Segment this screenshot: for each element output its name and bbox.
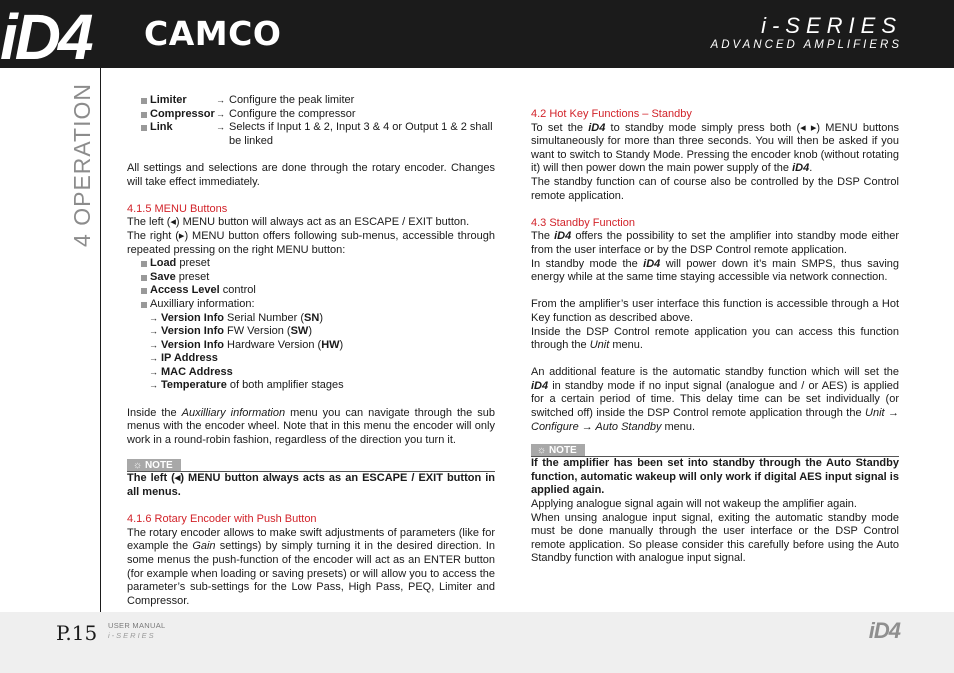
margin-rule [100,68,101,673]
footer-manual-label: USER MANUAL [108,621,166,630]
paragraph: The left (◂) MENU button will always act as an ESCAPE / EXIT button. [127,216,470,229]
menu-row: Link → Selects if Input 1 & 2, Input 3 & 4 or Output 1 & 2 shall be linked [127,121,495,148]
sub-list-item: → MAC Address [127,366,495,380]
sub-list-item: → Version Info Serial Number (SN) [127,312,495,326]
section-heading: 4.1.6 Rotary Encoder with Push Button [127,513,317,526]
section-heading: 4.3 Standby Function [531,216,635,229]
series-subtitle: ADVANCED AMPLIFIERS [710,39,902,51]
note-badge: ☼ NOTE [531,444,585,456]
sub-list-item: → Version Info Hardware Version (HW) [127,339,495,353]
paragraph: In standby mode the iD4 will power down it’s main SMPS, thus saving energy while at the same time staying accessible via network connection. [531,257,900,284]
chapter-label-text: 4 OPERATION [69,83,96,247]
settings-paragraph: All settings and selections are done through the rotary encoder. Changes will take effect immediately. [127,161,495,188]
paragraph: Inside the DSP Control remote application you can access this function through the Unit menu. [531,325,899,352]
page-number: P.15 [56,621,98,645]
note-text: The left (◂) MENU button always acts as an ESCAPE / EXIT button in all menus. [127,472,495,499]
aux-paragraph: Inside the Auxilliary information menu you can navigate through the sub menus with the encoder wheel. Note that in this menu the encoder will only work in a round-robin fashion, regardless of the direction you turn it. [127,406,496,446]
list-item: Load preset [127,257,495,271]
sub-list-item: → Version Info FW Version (SW) [127,325,495,339]
section-heading: 4.2 Hot Key Functions – Standby [531,108,692,120]
note-badge: ☼ NOTE [127,459,181,471]
right-column [531,108,899,566]
lightbulb-icon: ☼ [537,445,549,457]
paragraph: The iD4 offers the possibility to set the amplifier into standby mode either from the user interface or by the DSP Control remote application. [531,230,899,256]
footer-model-logo: iD4 [868,618,900,643]
section-heading: 4.1.5 MENU Buttons [127,202,228,215]
paragraph: The right (▸) MENU button offers following sub-menus, accessible through repeated pressing on the right MENU button: [127,229,495,256]
header-bar [0,0,954,73]
paragraph: Applying analogue signal again will not wakeup the amplifier again. [531,498,857,511]
paragraph: To set the iD4 to standby mode simply press both (◂ ▸) MENU buttons simultaneously for more than three seconds. You will then be asked if you want to switch to Standy Mode. Pressing the encoder knob (without rotating it) will then power down the main power supply of the iD4. [531,121,899,175]
brand-logo: CAMCO [144,14,282,53]
series-title: i-SERIES [761,13,902,38]
list-item: Auxilliary information: [127,298,495,312]
paragraph: When unsing analogue input signal, exiting the automatic standby mode must be done manually through the user interface or the DSP Control remote application. So please consider this carefully before using the Auto Standby function with analogue input signal. [531,511,899,565]
note-text: If the amplifier has been set into standby through the Auto Standby function, automatic wakeup will only work if digital AES input signal is applied again. [531,457,899,497]
list-item: Save preset [127,271,495,285]
sub-list-item: → Temperature of both amplifier stages [127,379,495,393]
sub-list-item: → IP Address [127,352,495,366]
chapter-label [68,83,98,247]
list-item: Access Level control [127,284,495,298]
note-header [127,459,495,472]
menu-row: Limiter → Configure the peak limiter [127,94,495,108]
paragraph: The rotary encoder allows to make swift adjustments of parameters (like for example the Gain settings) by simply turning it in the desired direction. In some menus the push-function of the encoder will act as an ENTER button (for example when loading or saving presets) or will allow you to access the parameter’s sub-settings for the Low Pass, High Pass, PEQ, Limiter and Compressor. [127,526,495,607]
lightbulb-icon: ☼ [133,460,145,472]
footer-series-label: i-SERIES [108,631,156,640]
paragraph: An additional feature is the automatic standby function which will set the iD4 in standby mode if no input signal (analogue and / or AES) is applied for a certain period of time. This delay time can be set individually (or switched off) inside the DSP Control remote application through the Unit → Configure → Auto Standby menu. [531,366,899,433]
paragraph: From the amplifier’s user interface this function is accessible through a Hot Key function as described above. [531,298,899,324]
menu-row: Compressor → Configure the compressor [127,108,495,122]
model-logo: iD4 [0,1,91,73]
paragraph: The standby function can of course also be controlled by the DSP Control remote application. [531,175,899,202]
left-column [127,94,495,608]
note-header [531,444,899,457]
